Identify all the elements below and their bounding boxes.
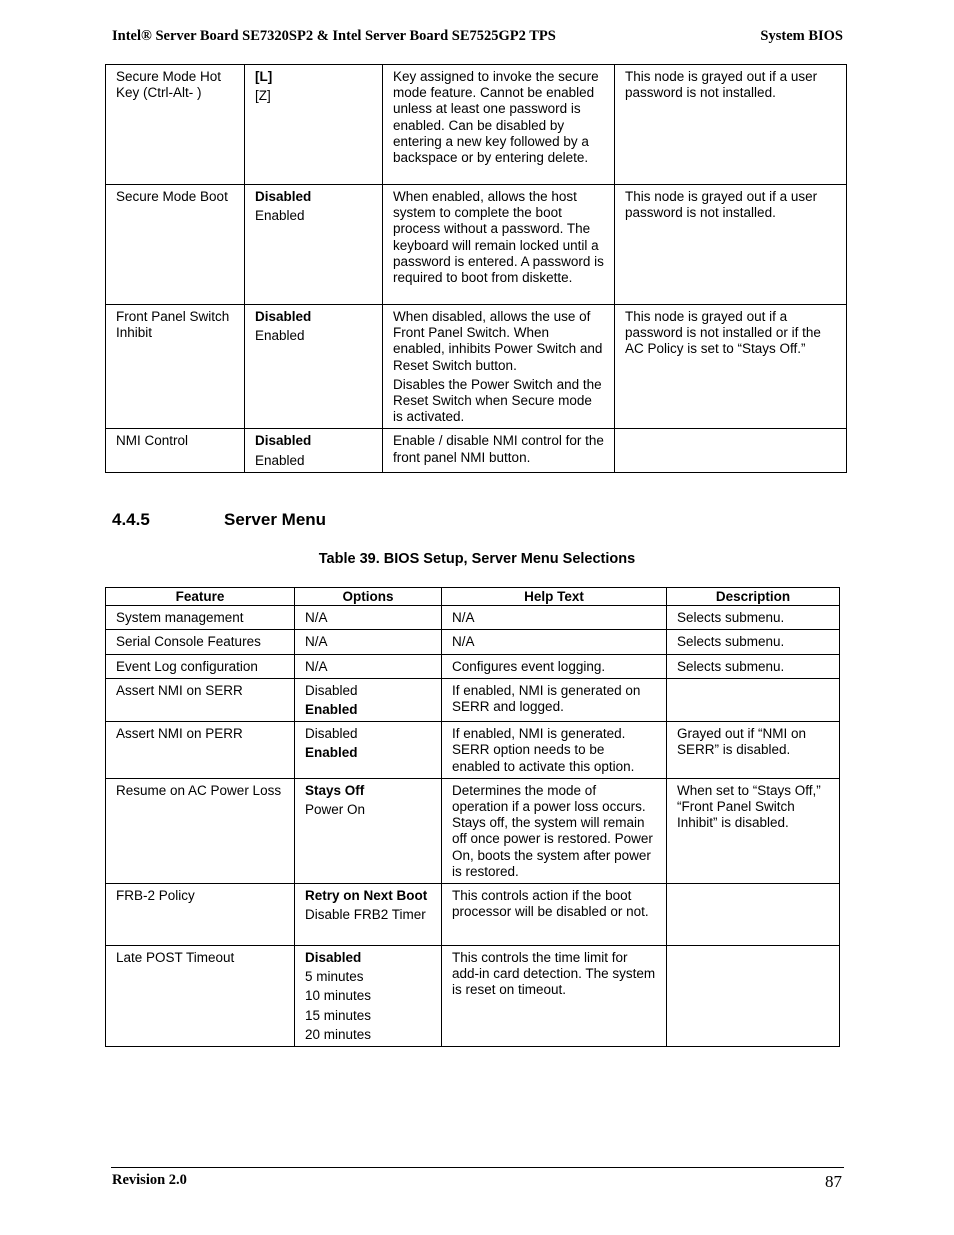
default-option: Stays Off	[305, 782, 365, 798]
default-option: Disabled	[255, 189, 312, 204]
help-paragraph: This controls the time limit for add-in card detection. The system is reset on timeout.	[452, 950, 656, 998]
help-paragraph: If enabled, NMI is generated on SERR and logged.	[452, 682, 641, 715]
table-row	[106, 185, 847, 305]
table-row	[106, 654, 840, 678]
default-option: Disabled	[255, 309, 312, 324]
help-text-cell	[383, 65, 615, 185]
options-cell	[295, 884, 442, 946]
description-cell	[667, 678, 840, 721]
help-text-cell	[383, 185, 615, 305]
option: Disabled	[305, 682, 358, 698]
table-header-row	[106, 588, 840, 606]
help-text-cell	[442, 946, 667, 1047]
description-cell	[667, 884, 840, 946]
option: N/A	[305, 658, 328, 674]
help-paragraph: This controls action if the boot processor will be disabled or not.	[452, 888, 649, 920]
table-row	[106, 946, 840, 1047]
description-cell	[667, 946, 840, 1047]
option: 20 minutes	[305, 1026, 372, 1042]
option: Enabled	[255, 208, 305, 224]
options-cell	[295, 778, 442, 883]
help-text-cell	[442, 654, 667, 678]
help-text-cell	[442, 630, 667, 654]
option: Enabled	[255, 452, 305, 468]
help-paragraph: Enable / disable NMI control for the front panel NMI button.	[393, 433, 604, 465]
option: N/A	[305, 610, 328, 626]
feature-cell: Front Panel Switch Inhibit	[106, 305, 245, 429]
description-cell: This node is grayed out if a user password is not installed.	[615, 185, 847, 305]
header-description: Description	[667, 588, 840, 606]
help-paragraph: If enabled, NMI is generated. SERR option needs to be enabled to activate this option.	[452, 726, 635, 774]
feature-cell: Late POST Timeout	[106, 946, 295, 1047]
description-cell: When set to “Stays Off,” “Front Panel Switch Inhibit” is disabled.	[667, 778, 840, 883]
option: [Z]	[255, 88, 271, 104]
options-cell	[295, 678, 442, 721]
security-settings-table	[105, 64, 847, 473]
options-cell	[245, 185, 383, 305]
feature-cell: System management	[106, 606, 295, 630]
table-row	[106, 606, 840, 630]
options-cell	[295, 606, 442, 630]
description-cell: This node is grayed out if a password is not installed or if the AC Policy is set to “Stays Off.”	[615, 305, 847, 429]
description-cell: This node is grayed out if a user password is not installed.	[615, 65, 847, 185]
option: N/A	[305, 634, 328, 650]
options-cell	[295, 946, 442, 1047]
default-option: Disabled	[305, 950, 362, 966]
help-paragraph: Key assigned to invoke the secure mode feature. Cannot be enabled unless at least one password is enabled. Can be disabled by entering a new key followed by a backspace or by entering delete.	[393, 69, 599, 166]
feature-cell: Event Log configuration	[106, 654, 295, 678]
table-row	[106, 778, 840, 883]
help-paragraph: N/A	[452, 634, 475, 650]
help-text-cell	[442, 722, 667, 779]
document-title: Intel® Server Board SE7320SP2 & Intel Server Board SE7525GP2 TPS	[112, 28, 556, 44]
table-row	[106, 722, 840, 779]
help-text-cell	[442, 884, 667, 946]
feature-cell: Secure Mode Boot	[106, 185, 245, 305]
page-number: 87	[825, 1172, 842, 1191]
help-paragraph: Disables the Power Switch and the Reset Switch when Secure mode is activated.	[393, 376, 602, 425]
description-cell	[615, 429, 847, 472]
help-text-cell	[442, 678, 667, 721]
table-row	[106, 630, 840, 654]
option: Enabled	[255, 328, 305, 344]
feature-cell: Assert NMI on SERR	[106, 678, 295, 721]
table-row	[106, 678, 840, 721]
feature-cell: Resume on AC Power Loss	[106, 778, 295, 883]
feature-cell: FRB-2 Policy	[106, 884, 295, 946]
help-paragraph: Determines the mode of operation if a power loss occurs. Stays off, the system will remain off once power is restored. Power On, boots the system after power is restored.	[452, 782, 653, 879]
help-paragraph: N/A	[452, 610, 475, 626]
options-cell	[245, 305, 383, 429]
feature-cell: Secure Mode Hot Key (Ctrl-Alt- )	[106, 65, 245, 185]
server-menu-table	[105, 587, 840, 1047]
table-row	[106, 429, 847, 472]
section-name: System BIOS	[760, 28, 843, 44]
header-options: Options	[295, 588, 442, 606]
section-title: Server Menu	[224, 510, 327, 529]
default-option: Enabled	[305, 745, 358, 761]
default-option: Enabled	[305, 702, 358, 718]
help-paragraph: When disabled, allows the use of Front Panel Switch. When enabled, inhibits Power Switch and Reset Switch button.	[393, 309, 603, 373]
options-cell	[295, 654, 442, 678]
help-text-cell	[442, 778, 667, 883]
help-text-cell	[442, 606, 667, 630]
option: 5 minutes	[305, 969, 364, 985]
page-header	[112, 28, 843, 48]
help-paragraph: When enabled, allows the host system to complete the boot process without a password. The keyboard will remain locked until a password is entered. A password is required to boot from diskette.	[393, 189, 604, 286]
table-row	[106, 305, 847, 429]
feature-cell: Serial Console Features	[106, 630, 295, 654]
table-row	[106, 884, 840, 946]
option: Disabled	[305, 726, 358, 742]
feature-cell: NMI Control	[106, 429, 245, 472]
option: 15 minutes	[305, 1007, 372, 1023]
feature-cell: Assert NMI on PERR	[106, 722, 295, 779]
section-number: 4.4.5	[112, 510, 150, 529]
header-feature: Feature	[106, 588, 295, 606]
description-cell: Selects submenu.	[667, 606, 840, 630]
revision-label: Revision 2.0	[112, 1172, 187, 1188]
default-option: Retry on Next Boot	[305, 888, 428, 904]
table-caption: Table 39. BIOS Setup, Server Menu Selections	[318, 551, 636, 567]
help-paragraph: Configures event logging.	[452, 658, 606, 674]
header-help-text: Help Text	[442, 588, 667, 606]
option: Disable FRB2 Timer	[305, 907, 426, 923]
options-cell	[245, 429, 383, 472]
description-cell: Grayed out if “NMI on SERR” is disabled.	[667, 722, 840, 779]
option: Power On	[305, 802, 366, 818]
description-cell: Selects submenu.	[667, 654, 840, 678]
description-cell: Selects submenu.	[667, 630, 840, 654]
default-option: [L]	[255, 69, 273, 84]
footer-rule	[111, 1167, 844, 1168]
option: 10 minutes	[305, 988, 372, 1004]
options-cell	[295, 722, 442, 779]
help-text-cell	[383, 429, 615, 472]
options-cell	[295, 630, 442, 654]
default-option: Disabled	[255, 433, 312, 449]
table-row	[106, 65, 847, 185]
help-text-cell	[383, 305, 615, 429]
options-cell	[245, 65, 383, 185]
